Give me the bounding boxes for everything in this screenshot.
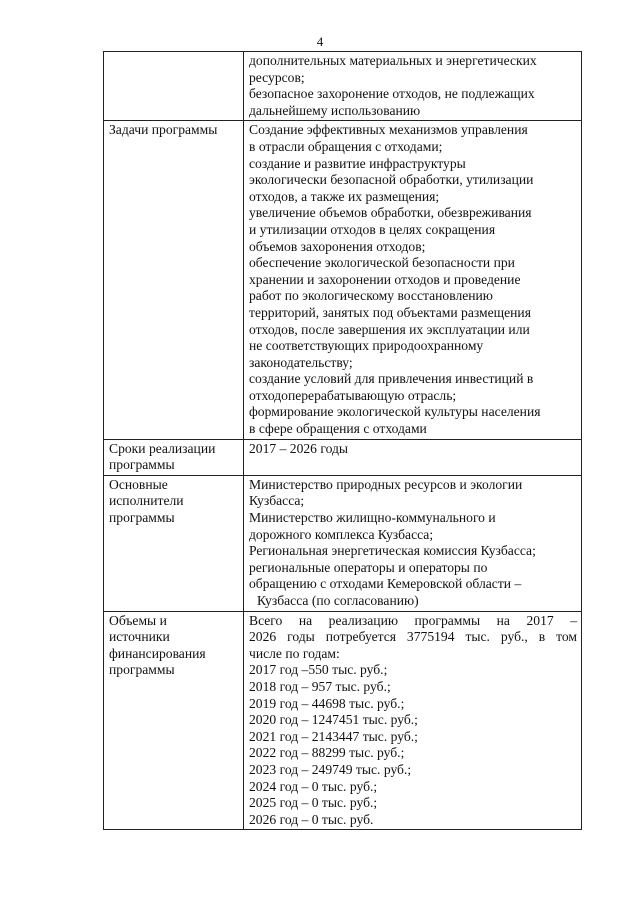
row-value-line: 2019 год – 44698 тыс. руб.; <box>249 695 405 711</box>
row-value-cell <box>244 52 582 121</box>
row-label-line: исполнители <box>109 493 184 509</box>
row-label-cell <box>104 475 244 611</box>
row-value-line: в отрасли обращения с отходами; <box>249 138 443 154</box>
row-value-line: Региональная энергетическая комиссия Кузбасса; <box>249 543 536 559</box>
row-value-line: 2021 год – 2143447 тыс. руб.; <box>249 728 418 744</box>
row-value-line: 2022 год – 88299 тыс. руб.; <box>249 745 405 761</box>
row-label-line: Сроки реализации <box>109 440 216 456</box>
row-label-line: программы <box>109 510 175 526</box>
row-label-cell <box>104 52 244 121</box>
row-value-line: Создание эффективных механизмов управления <box>249 122 528 138</box>
row-value-line: работ по экологическому восстановлению <box>249 288 493 304</box>
row-value-line: не соответствующих природоохранному <box>249 338 484 354</box>
row-value-line: Всего на реализацию программы на 2017 – <box>249 612 577 628</box>
row-label-line: источники <box>109 629 170 645</box>
table-row <box>104 52 582 121</box>
row-value-line: отходов, после завершения их эксплуатации или <box>249 321 530 337</box>
row-value-line: 2017 – 2026 годы <box>249 440 349 456</box>
row-value-line: региональные операторы и операторы по <box>249 559 488 575</box>
row-value-line: ресурсов; <box>249 69 305 85</box>
row-value-line: 2017 год –550 тыс. руб.; <box>249 662 388 678</box>
row-value-line: отходов, а также их размещения; <box>249 188 440 204</box>
row-value-line: территорий, занятых под объектами размещения <box>249 304 531 320</box>
row-value-cell <box>244 475 582 611</box>
row-value-line: объемов захоронения отходов; <box>249 238 426 254</box>
row-label-line: программы <box>109 662 175 678</box>
program-passport-table <box>103 51 582 830</box>
row-label-line: Задачи программы <box>109 122 218 138</box>
row-value-line: Кузбасса; <box>249 493 305 509</box>
row-value-line: 2020 год – 1247451 тыс. руб.; <box>249 712 418 728</box>
row-value-line: и утилизации отходов в целях сокращения <box>249 221 496 237</box>
row-value-cell <box>244 439 582 475</box>
row-value-line: 2025 год – 0 тыс. руб.; <box>249 795 378 811</box>
row-value-line: дополнительных материальных и энергетических <box>249 53 537 68</box>
row-value-line: 2024 год – 0 тыс. руб.; <box>249 778 378 794</box>
row-value-line: создание и развитие инфраструктуры <box>249 155 466 171</box>
row-value-line: хранении и захоронении отходов и проведение <box>249 271 521 287</box>
row-value-line: 2026 годы потребуется 3775194 тыс. руб., в том <box>249 629 577 645</box>
row-value-line: дорожного комплекса Кузбасса; <box>249 526 434 542</box>
row-value-line: Министерство природных ресурсов и экологии <box>249 476 523 492</box>
row-value-line: законодательству; <box>249 354 353 370</box>
row-value-line: в сфере обращения с отходами <box>249 421 427 437</box>
row-value-line: числе по годам: <box>249 645 340 661</box>
row-value-line: формирование экологической культуры населения <box>249 404 541 420</box>
row-value-line: обеспечение экологической безопасности при <box>249 255 515 271</box>
table-row <box>104 611 582 830</box>
row-value-line: Министерство жилищно-коммунального и <box>249 510 496 526</box>
row-value-line: 2018 год – 957 тыс. руб.; <box>249 678 391 694</box>
row-value-line: Кузбасса (по согласованию) <box>257 593 419 608</box>
row-label-cell <box>104 439 244 475</box>
row-value-line: дальнейшему использованию <box>249 102 421 118</box>
table-row <box>104 121 582 439</box>
table-row <box>104 439 582 475</box>
row-label-cell <box>104 121 244 439</box>
row-value-line: 2026 год – 0 тыс. руб. <box>249 811 374 827</box>
row-value-line: экологически безопасной обработки, утилизации <box>249 172 534 188</box>
row-value-line: безопасное захоронение отходов, не подлежащих <box>249 86 535 102</box>
page-number: 4 <box>316 34 324 49</box>
row-value-cell <box>244 611 582 830</box>
row-value-line: создание условий для привлечения инвестиций в <box>249 371 534 387</box>
table-row <box>104 475 582 611</box>
row-value-line: увеличение объемов обработки, обезвреживания <box>249 205 532 221</box>
row-value-line: обращению с отходами Кемеровской области – <box>249 576 522 592</box>
row-value-line: отходоперерабатывающую отрасль; <box>249 387 457 403</box>
row-value-line: 2023 год – 249749 тыс. руб.; <box>249 761 412 777</box>
row-label-line: Объемы и <box>109 612 167 628</box>
row-label-line: программы <box>109 457 175 473</box>
row-label-cell <box>104 611 244 830</box>
row-label-line: финансирования <box>109 645 206 661</box>
row-value-cell <box>244 121 582 439</box>
row-label-line: Основные <box>109 476 168 492</box>
